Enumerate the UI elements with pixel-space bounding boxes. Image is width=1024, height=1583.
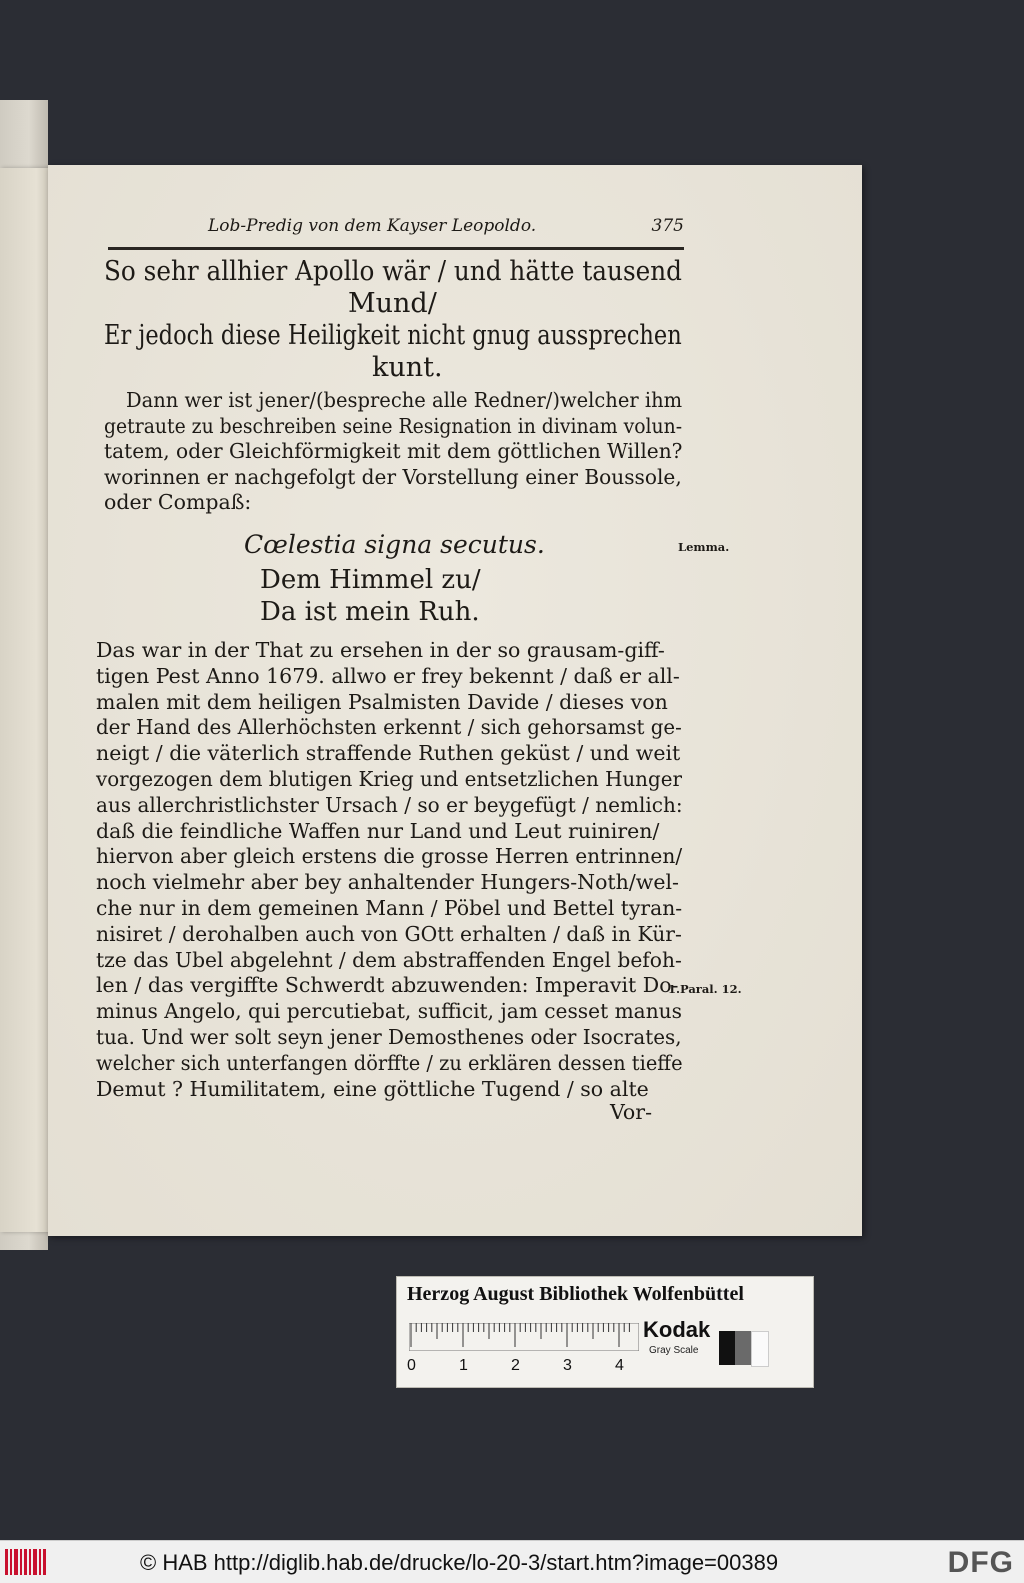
text-line: So sehr allhier Apollo wär / und hätte tausend [104,256,682,287]
text-line: Er jedoch diese Heiligkeit nicht gnug aussprechen [104,320,682,351]
gray-swatch-mid [735,1331,751,1365]
text-line: Dem Himmel zu/ [260,565,481,595]
running-header [108,216,684,236]
text-line: Mund/ [348,288,437,319]
running-title: Lob-Predig von dem Kayser Leopoldo. [208,216,537,236]
footer-bar [0,1540,1024,1583]
text-line: noch vielmehr aber bey anhaltender Hungers-Noth/wel- [96,870,679,895]
library-name: Herzog August Bibliothek Wolfenbüttel [407,1283,744,1305]
text-line: der Hand des Allerhöchsten erkennt / sich gehorsamst ge- [96,715,682,740]
text-line: Demut ? Humilitatem, eine göttliche Tugend / so alte [96,1076,649,1101]
text-line: aus allerchristlichster Ursach / so er beygefügt / nemlich: [96,792,683,817]
text-line: getraute zu beschreiben seine Resignation in divinam volun- [104,413,683,438]
ruler-numbers [407,1357,647,1377]
text-line: tua. Und wer solt seyn jener Demosthenes oder Isocrates, [96,1025,682,1049]
gray-scale-label: Gray Scale [649,1345,699,1356]
text-line: len / das vergiffte Schwerdt abzuwenden: Imperavit Do- [96,973,679,998]
gray-swatch-white [751,1331,769,1367]
latin-motto: Cœlestia signa secutus. [244,530,545,559]
ruler-scale [409,1323,639,1351]
text-line: Da ist mein Ruh. [260,597,480,627]
text-line: Dann wer ist jener/(bespreche alle Redner/)welcher ihm [126,388,683,412]
dfg-logo: DFG [947,1546,1014,1579]
ruler-number: 4 [615,1357,624,1374]
text-line: tatem, oder Gleichförmigkeit mit dem göttlichen Willen? [104,439,683,463]
ruler-number: 1 [459,1357,468,1374]
text-line: worinnen er nachgefolgt der Vorstellung einer Boussole, [104,464,682,489]
margin-note-lemma: Lemma. [678,540,730,554]
text-line: che nur in dem gemeinen Mann / Pöbel und Bettel tyran- [96,896,683,920]
hab-barcode-icon [4,1547,48,1577]
text-line: welcher sich unterfangen dörffte / zu erklären dessen tieffe [96,1050,683,1075]
header-rule [108,247,684,250]
previous-page-edge [0,168,52,1232]
kodak-brand: Kodak [643,1317,711,1342]
ruler-number: 0 [407,1357,416,1374]
page-number: 375 [651,216,684,236]
text-line: nisiret / derohalben auch von GOtt erhalten / daß in Kür- [96,921,682,946]
text-line: malen mit dem heiligen Psalmisten Davide / dieses von [96,689,668,714]
text-line: kunt. [372,352,443,383]
gray-swatch-black [719,1331,735,1365]
text-line: daß die feindliche Waffen nur Land und Leut ruiniren/ [96,818,660,843]
text-line: oder Compaß: [104,490,252,514]
text-line: tze das Ubel abgelehnt / dem abstraffenden Engel befoh- [96,947,682,972]
footer-credit-link[interactable]: © HAB http://diglib.hab.de/drucke/lo-20-3/start.htm?image=00389 [140,1550,779,1575]
color-target-card [396,1276,814,1388]
text-line: hiervon aber gleich erstens die grosse Herren entrinnen/ [96,844,683,869]
catchword: Vor- [610,1100,652,1124]
margin-note-reference: 1.Paral. 12. [668,982,742,996]
text-line: vorgezogen dem blutigen Krieg und entsetzlichen Hunger [96,767,682,791]
text-line: neigt / die väterlich straffende Ruthen geküst / und weit [96,741,681,766]
ruler-number: 3 [563,1357,572,1374]
text-line: tigen Pest Anno 1679. allwo er frey bekennt / daß er all- [96,663,680,688]
ruler-number: 2 [511,1357,520,1374]
text-line: Das war in der That zu ersehen in der so grausam-giff- [96,638,665,662]
text-line: minus Angelo, qui percutiebat, sufficit, jam cesset manus [96,999,682,1024]
